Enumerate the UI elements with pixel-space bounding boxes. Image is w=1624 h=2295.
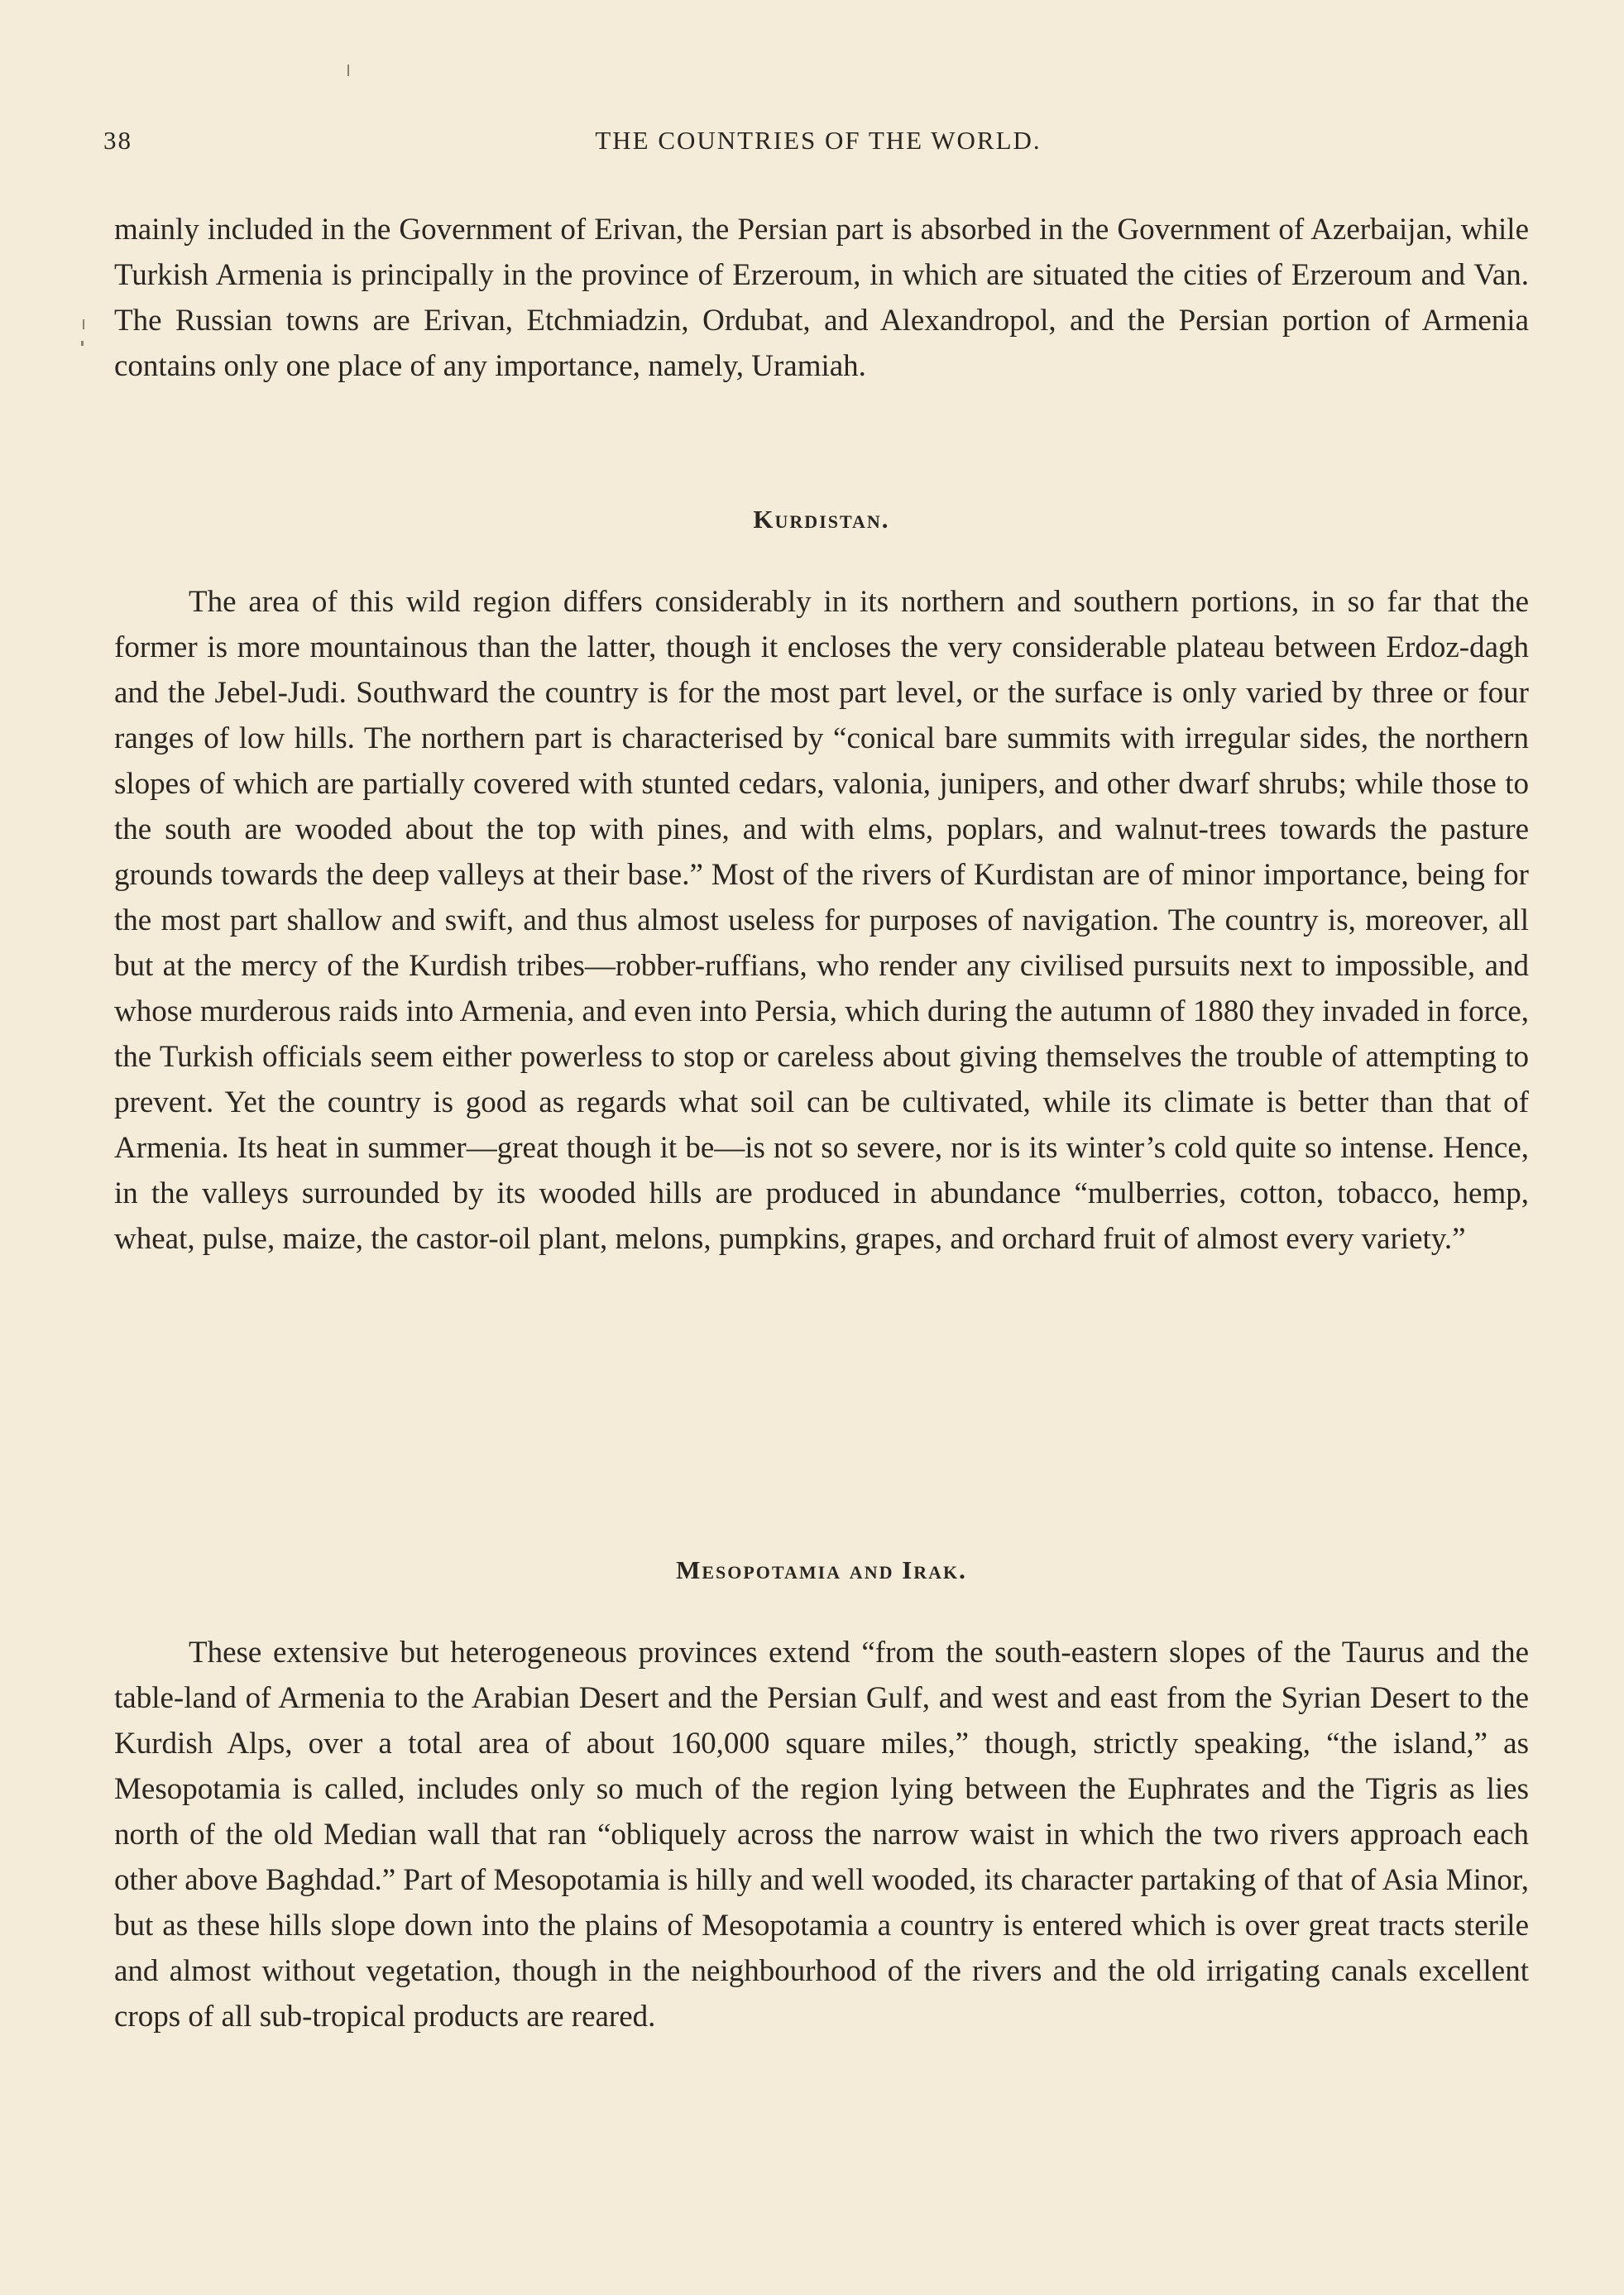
section-heading-kurdistan: Kurdistan. — [753, 505, 890, 534]
page-number: 38 — [103, 126, 132, 155]
running-head — [103, 126, 1533, 167]
stray-mark — [81, 341, 84, 346]
stray-mark — [347, 65, 349, 76]
paragraph-kurdistan: The area of this wild region differs considerably in its northern and southern portions, in so far that the former is more mountainous than the latter, though it encloses the very considerable plateau between Erdoz-dagh and the Jebel-Judi. Southward the country is for the most part level, or the surface is only varied by three or four ranges of low hills. The northern part is characterised by “conical bare summits with irregular sides, the northern slopes of which are partially covered with stunted cedars, valonia, junipers, and other dwarf shrubs; while those to the south are wooded about the top with pines, and with elms, poplars, and walnut-trees towards the pasture grounds towards the deep valleys at their base.” Most of the rivers of Kurdistan are of minor importance, being for the most part shallow and swift, and thus almost useless for purposes of navigation. The country is, moreover, all but at the mercy of the Kurdish tribes—robber-ruffians, who render any civilised pursuits next to impossible, and whose murderous raids into Armenia, and even into Persia, which during the autumn of 1880 they invaded in force, the Turkish officials seem either powerless to stop or careless about giving themselves the trouble of attempting to prevent. Yet the country is good as regards what soil can be cultivated, while its climate is better than that of Armenia. Its heat in summer—great though it be—is not so severe, nor is its winter’s cold quite so intense. Hence, in the valleys surrounded by its wooded hills are produced in abundance “mulberries, cotton, tobacco, hemp, wheat, pulse, maize, the castor-oil plant, melons, pumpkins, grapes, and orchard fruit of almost every variety.” — [114, 585, 1529, 1256]
stray-mark — [83, 319, 84, 329]
paragraph-mesopotamia: These extensive but heterogeneous provinces extend “from the south-eastern slopes of the Taurus and the table-land of Armenia to the Arabian Desert and the Persian Gulf, and west and east from the Syrian Desert to the Kurdish Alps, over a total area of about 160,000 square miles,” though, strictly speaking, “the island,” as Mesopotamia is called, includes only so much of the region lying between the Euphrates and the Tigris as lies north of the old Median wall that ran “obliquely across the narrow waist in which the two rivers approach each other above Baghdad.” Part of Mesopotamia is hilly and well wooded, its character partaking of that of Asia Minor, but as these hills slope down into the plains of Mesopotamia a country is entered which is over great tracts sterile and almost without vegetation, though in the neighbourhood of the rivers and the old irrigating canals excellent crops of all sub-tropical products are reared. — [114, 1636, 1529, 2034]
paragraph-armenia-continued: mainly included in the Government of Erivan, the Persian part is absorbed in the Government of Azerbaijan, while Turkish Armenia is principally in the province of Erzeroum, in which are situated the cities of Erzeroum and Van. The Russian towns are Erivan, Etchmiadzin, Ordubat, and Alexandropol, and the Persian portion of Armenia contains only one place of any importance, namely, Uramiah. — [114, 213, 1529, 383]
running-title: THE COUNTRIES OF THE WORLD. — [595, 126, 1042, 155]
section-heading-mesopotamia: Mesopotamia and Irak. — [676, 1555, 967, 1584]
